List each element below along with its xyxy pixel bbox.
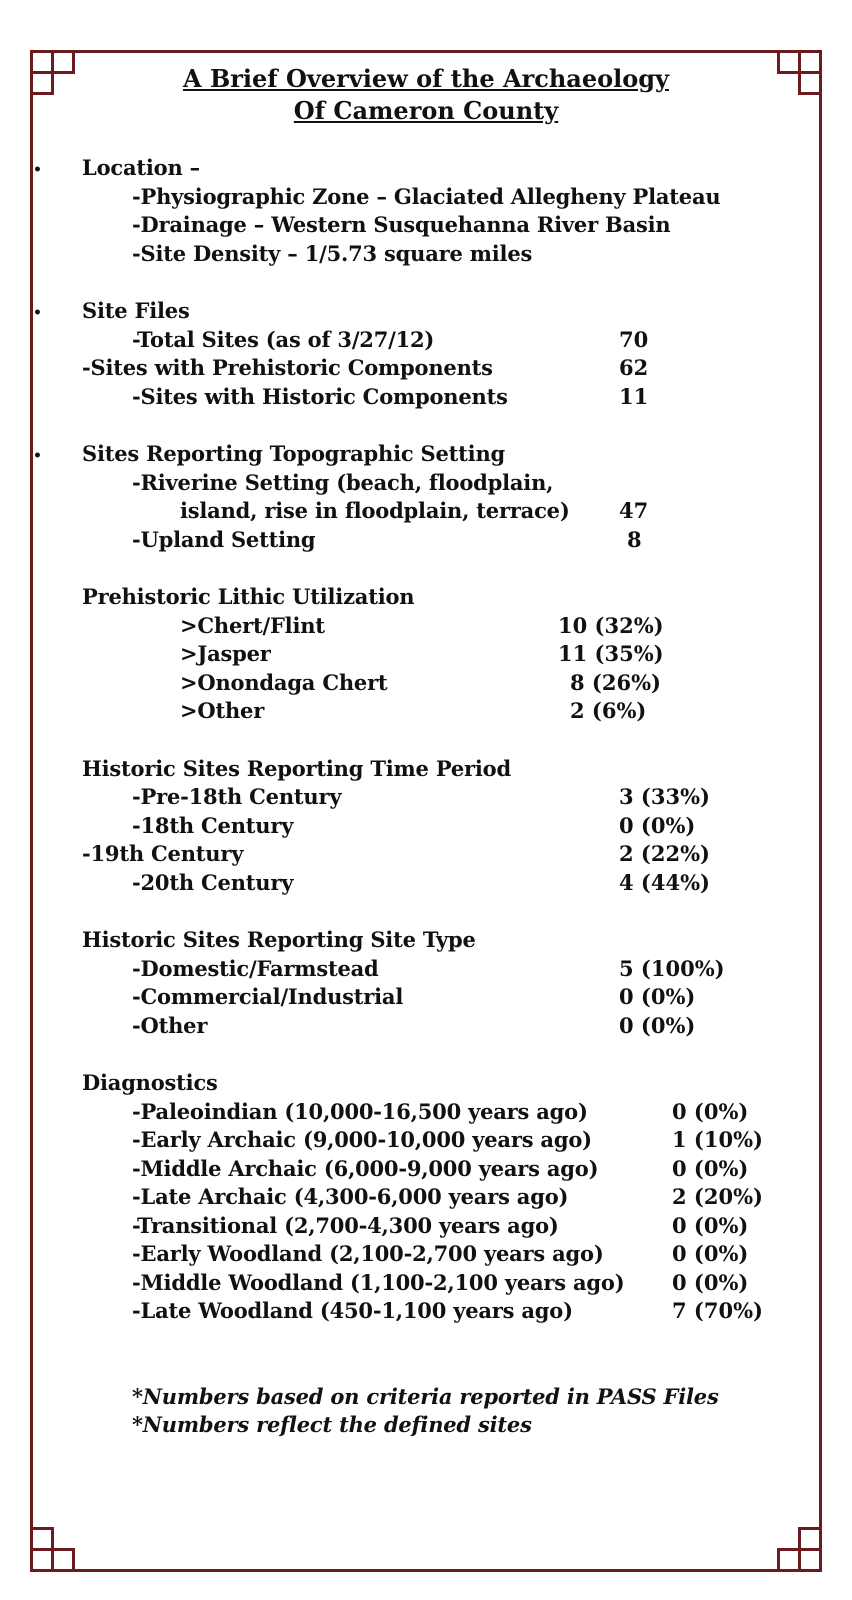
time-period-value: 0 (0%) xyxy=(619,813,696,838)
site-files-label: -Sites with Historic Components xyxy=(132,384,508,409)
bullet-icon: • xyxy=(33,305,42,321)
time-period-value: 4 (44%) xyxy=(619,870,710,895)
site-type-label: -Commercial/Industrial xyxy=(132,984,404,1009)
site-files-value: 11 xyxy=(619,384,649,409)
upland-label: -Upland Setting xyxy=(132,527,316,552)
site-files-value: 62 xyxy=(619,355,649,380)
time-period-label: -19th Century xyxy=(82,841,244,866)
lithic-value: 2 (6%) xyxy=(570,698,647,723)
lithic-label: >Onondaga Chert xyxy=(180,670,388,695)
lithic-label: >Other xyxy=(180,698,265,723)
lithic-label: >Jasper xyxy=(180,641,271,666)
riverine-label: -Riverine Setting (beach, floodplain, xyxy=(132,470,554,495)
diagnostics-label: -Middle Woodland (1,100-2,100 years ago) xyxy=(132,1270,625,1295)
lithic-label: >Chert/Flint xyxy=(180,613,325,638)
lithic-value: 10 (32%) xyxy=(558,613,664,638)
diagnostics-label: -Paleoindian (10,000-16,500 years ago) xyxy=(132,1099,588,1124)
site-type-value: 0 (0%) xyxy=(619,984,696,1009)
diagnostics-value: 0 (0%) xyxy=(672,1241,749,1266)
lithic-heading: Prehistoric Lithic Utilization xyxy=(82,584,415,609)
diagnostics-label: -Early Woodland (2,100-2,700 years ago) xyxy=(132,1241,604,1266)
time-period-label: -Pre-18th Century xyxy=(132,784,342,809)
site-type-value: 5 (100%) xyxy=(619,956,725,981)
time-period-heading: Historic Sites Reporting Time Period xyxy=(82,756,511,781)
diagnostics-value: 7 (70%) xyxy=(672,1298,763,1323)
page-title: A Brief Overview of the Archaeology xyxy=(183,64,669,93)
location-item: -Physiographic Zone – Glaciated Allegheny Plateau xyxy=(132,184,721,209)
bullet-icon: • xyxy=(33,448,42,464)
lithic-value: 11 (35%) xyxy=(558,641,664,666)
upland-value: 8 xyxy=(627,527,642,552)
bullet-icon: • xyxy=(33,162,42,178)
footnote: *Numbers based on criteria reported in PASS Files xyxy=(132,1384,719,1409)
site-files-heading: Site Files xyxy=(82,298,190,323)
location-item: -Site Density – 1/5.73 square miles xyxy=(132,241,533,266)
site-type-value: 0 (0%) xyxy=(619,1013,696,1038)
riverine-label-continued: island, rise in floodplain, terrace) xyxy=(180,498,570,523)
diagnostics-label: -Late Archaic (4,300-6,000 years ago) xyxy=(132,1184,569,1209)
site-type-heading: Historic Sites Reporting Site Type xyxy=(82,927,476,952)
diagnostics-label: -Early Archaic (9,000-10,000 years ago) xyxy=(132,1127,592,1152)
time-period-label: -18th Century xyxy=(132,813,294,838)
diagnostics-value: 0 (0%) xyxy=(672,1213,749,1238)
diagnostics-label: -Transitional (2,700-4,300 years ago) xyxy=(132,1213,559,1238)
site-files-label: -Sites with Prehistoric Components xyxy=(82,355,493,380)
site-type-label: -Other xyxy=(132,1013,208,1038)
lithic-value: 8 (26%) xyxy=(570,670,661,695)
diagnostics-label: -Middle Archaic (6,000-9,000 years ago) xyxy=(132,1156,599,1181)
diagnostics-value: 1 (10%) xyxy=(672,1127,763,1152)
footnote: *Numbers reflect the defined sites xyxy=(132,1412,532,1437)
page-subtitle: Of Cameron County xyxy=(293,96,559,125)
location-item: -Drainage – Western Susquehanna River Basin xyxy=(132,212,671,237)
site-files-label: -Total Sites (as of 3/27/12) xyxy=(132,327,435,352)
diagnostics-heading: Diagnostics xyxy=(82,1070,218,1095)
riverine-value: 47 xyxy=(619,498,649,523)
time-period-value: 3 (33%) xyxy=(619,784,710,809)
site-files-value: 70 xyxy=(619,327,649,352)
diagnostics-value: 0 (0%) xyxy=(672,1099,749,1124)
diagnostics-value: 0 (0%) xyxy=(672,1156,749,1181)
diagnostics-value: 0 (0%) xyxy=(672,1270,749,1295)
time-period-value: 2 (22%) xyxy=(619,841,710,866)
topographic-heading: Sites Reporting Topographic Setting xyxy=(82,441,505,466)
time-period-label: -20th Century xyxy=(132,870,294,895)
site-type-label: -Domestic/Farmstead xyxy=(132,956,379,981)
location-heading: Location – xyxy=(82,155,200,180)
diagnostics-value: 2 (20%) xyxy=(672,1184,763,1209)
diagnostics-label: -Late Woodland (450-1,100 years ago) xyxy=(132,1298,573,1323)
